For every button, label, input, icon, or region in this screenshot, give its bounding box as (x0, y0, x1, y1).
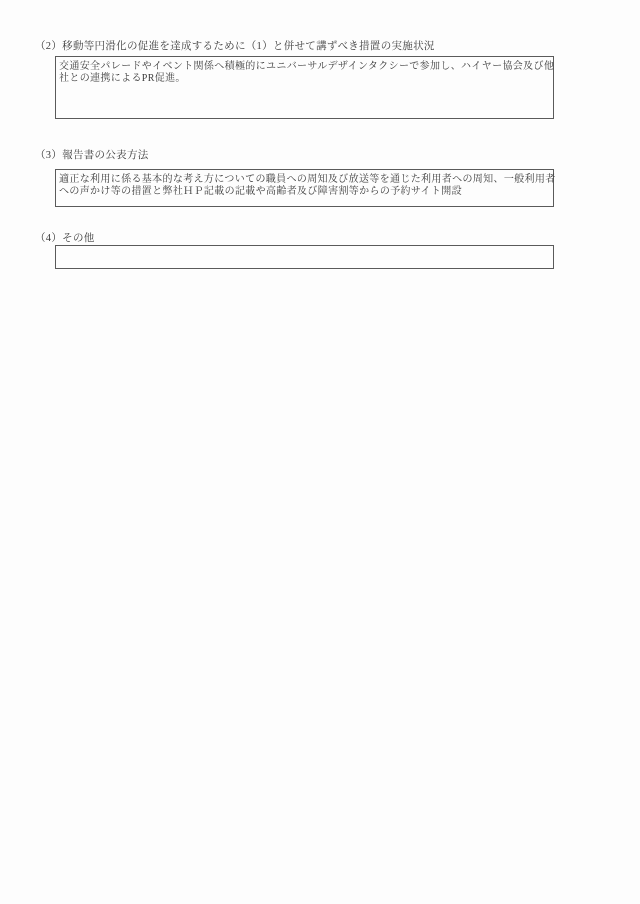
section-2-answer-line: 交通安全パレードやイベント関係へ積極的にユニバーサルデザインタクシーで参加し、ハイヤー協会及び他 (59, 61, 555, 72)
section-2-answer-box (55, 56, 554, 119)
section-3-answer-line: への声かけ等の措置と弊社ＨＰ記載の記載や高齢者及び障害割等からの予約サイト開設 (59, 186, 462, 197)
section-2-answer-line: 社との連携によるPR促進。 (59, 73, 186, 84)
section-2-heading: （2）移動等円滑化の促進を達成するために（1）と併せて講ずべき措置の実施状況 (35, 41, 435, 52)
section-3-answer-box (55, 169, 554, 207)
section-4-answer-box-empty (55, 245, 554, 269)
section-3-answer-line: 適正な利用に係る基本的な考え方についての職員への周知及び放送等を通じた利用者への周知、一般利用者 (59, 174, 556, 185)
section-3-heading: （3）報告書の公表方法 (35, 150, 149, 161)
section-4-heading: （4）その他 (35, 233, 95, 244)
